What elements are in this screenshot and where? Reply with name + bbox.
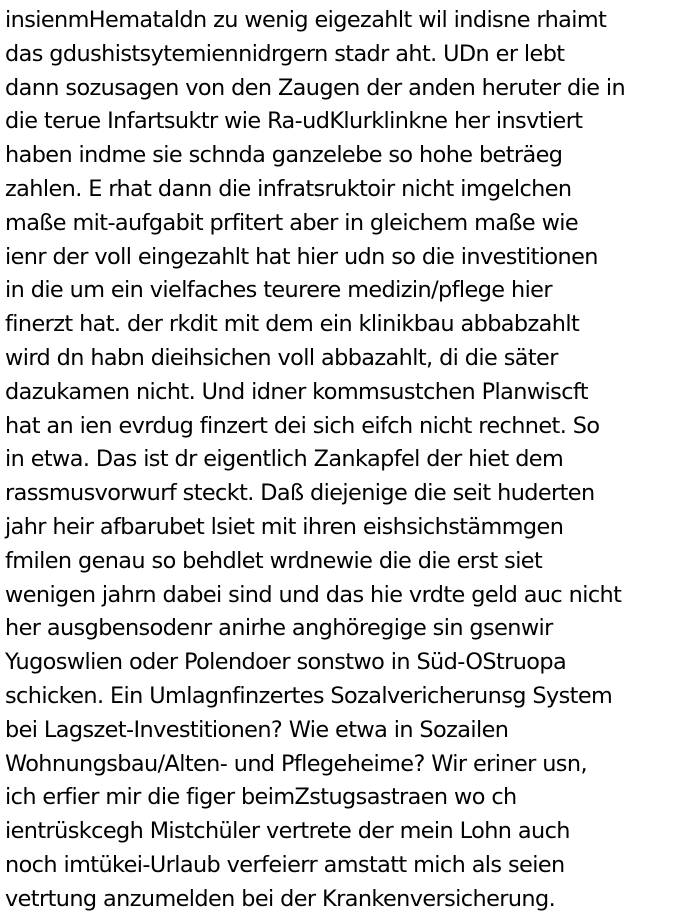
text-line: fmilen genau so behdlet wrdnewie die die erst siet (5, 547, 543, 574)
text-line: noch imtükei-Urlaub verfeierr amstatt mich als seien (5, 851, 565, 878)
text-line: in etwa. Das ist dr eigentlich Zankapfel der hiet dem (5, 446, 564, 473)
text-line: ienr der voll eingezahlt hat hier udn so die investitionen (5, 243, 598, 270)
text-line: Wohnungsbau/Alten- und Pflegeheime? Wir eriner usn, (5, 750, 587, 777)
document-page (5, 4, 681, 917)
text-line: in die um ein vielfaches teurere medizin/pflege hier (5, 277, 552, 304)
text-line: das gdushistsytemiennidrgern stadr aht. UDn er lebt (5, 40, 565, 67)
text-line: her ausgbensodenr anirhe anghöregige sin gsenwir (5, 615, 553, 642)
text-line: dann sozusagen von den Zaugen der anden heruter die in (5, 74, 626, 101)
text-line: vetrtung anzumelden bei der Krankenversicherung. (5, 885, 556, 912)
text-line: bei Lagszet-Investitionen? Wie etwa in Sozailen (5, 716, 509, 743)
text-line: haben indme sie schnda ganzelebe so hohe beträeg (5, 142, 563, 169)
text-line: schicken. Ein Umlagnfinzertes Sozalvericherunsg System (5, 682, 613, 709)
text-line: hat an ien evrdug finzert dei sich eifch nicht rechnet. So (5, 412, 600, 439)
text-line: dazukamen nicht. Und idner kommsustchen Planwiscft (5, 378, 588, 405)
text-line: die terue Infartsuktr wie Ra-udKlurklinkne her insvtiert (5, 108, 583, 135)
text-line: Yugoswlien oder Polendoer sonstwo in Süd-OStruopa (5, 649, 567, 676)
text-line: insienmHemataldn zu wenig eigezahlt wil indisne rhaimt (5, 7, 607, 33)
text-line: wird dn habn dieihsichen voll abbazahlt, di die säter (5, 344, 558, 371)
text-line: ientrüskcegh Mistchüler vertrete der mein Lohn auch (5, 818, 570, 845)
text-line: jahr heir afbarubet lsiet mit ihren eishsichstämmgen (5, 513, 564, 540)
text-line: finerzt hat. der rkdit mit dem ein klinikbau abbabzahlt (5, 311, 580, 338)
text-line: ich erfier mir die figer beimZstugsastraen wo ch (5, 784, 517, 811)
body-text (5, 4, 681, 917)
text-line: zahlen. E rhat dann die infratsruktoir nicht imgelchen (5, 175, 572, 202)
text-line: rassmusvorwurf steckt. Daß diejenige die seit huderten (5, 480, 595, 507)
text-line: wenigen jahrn dabei sind und das hie vrdte geld auc nicht (5, 581, 622, 608)
text-line: maße mit-aufgabit prfitert aber in gleichem maße wie (5, 209, 579, 236)
